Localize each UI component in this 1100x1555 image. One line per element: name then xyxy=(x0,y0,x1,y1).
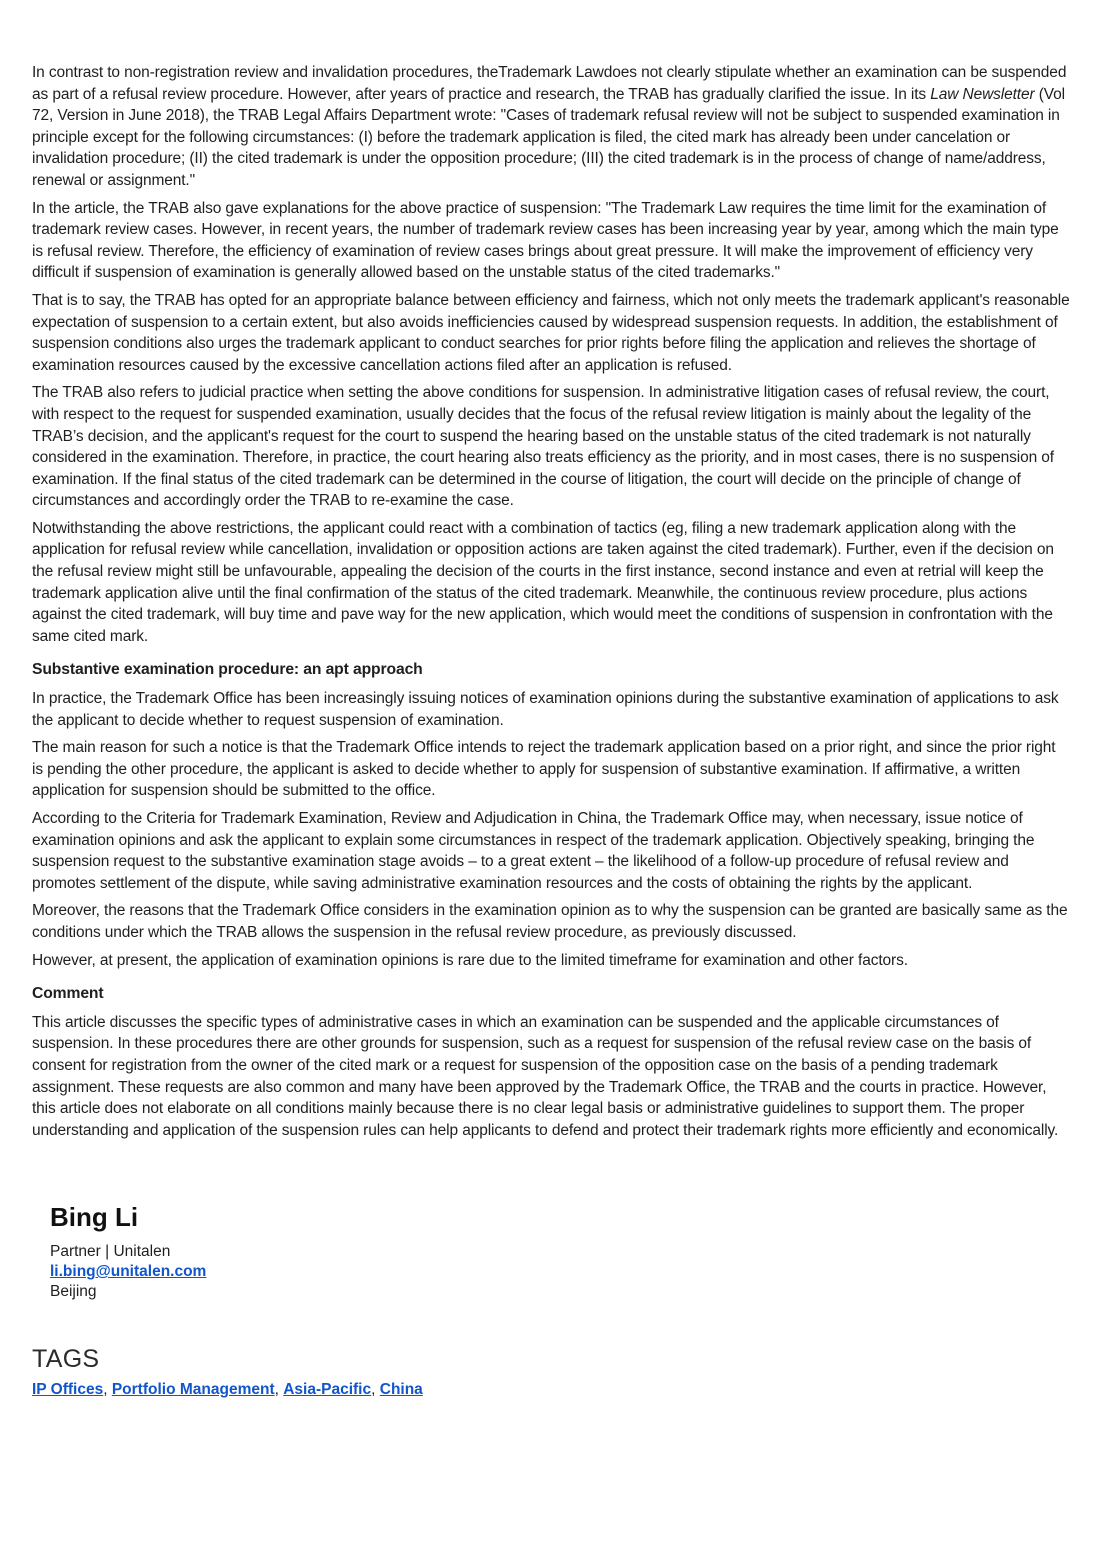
author-role: Partner | Unitalen xyxy=(50,1243,171,1261)
author-block xyxy=(50,1201,1070,1302)
tags-heading: TAGS xyxy=(32,1345,100,1374)
law-newsletter-italic: Law Newsletter xyxy=(930,85,1035,103)
tag-link-portfolio-management[interactable]: Portfolio Management xyxy=(111,1381,275,1399)
paragraph: This article discusses the specific types of administrative cases in which an examination can be suspended and the applicable circumstances of suspension. In these procedures there are other grounds for suspension, such as a request for suspension of the refusal review case on the basis of consent for registration from the owner of the cited mark or a request for suspension of the opposition case on the basis of a pending trademark assignment. These requests are also common and many have been approved by the Trademark Office, the TRAB and the courts in practice. However, this article does not elaborate on all conditions mainly because there is no clear legal basis or administrative guidelines to support them. The proper understanding and application of the suspension rules can help applicants to defend and protect their trademark rights more efficiently and economically. xyxy=(32,1013,1059,1139)
tags-links xyxy=(32,1379,1070,1400)
paragraph: However, at present, the application of examination opinions is rare due to the limited timeframe for examination and other factors. xyxy=(32,951,908,969)
author-name: Bing Li xyxy=(50,1202,139,1233)
paragraph-intro xyxy=(32,62,1070,192)
paragraph: Notwithstanding the above restrictions, the applicant could react with a combination of tactics (eg, filing a new trademark application along with the application for refusal review while cancellation, invalidation or opposition actions are taken against the cited trademark). Further, even if the decision on the refusal review might still be unfavourable, appealing the decision of the courts in the first instance, second instance and even at retrial will keep the trademark application alive until the final confirmation of the status of the cited trademark. Meanwhile, the continuous review procedure, plus actions against the cited trademark, will buy time and pave way for the new application, which would meet the conditions of suspension in confrontation with the same cited mark. xyxy=(32,519,1054,645)
paragraph: Moreover, the reasons that the Trademark Office considers in the examination opinion as to why the suspension can be granted are basically same as the conditions under which the TRAB allows the suspension in the refusal review procedure, as previously discussed. xyxy=(32,902,1068,941)
author-details xyxy=(50,1242,1070,1302)
subheading-substantive-examination: Substantive examination procedure: an apt approach xyxy=(32,661,423,679)
paragraph: In practice, the Trademark Office has been increasingly issuing notices of examination opinions during the substantive examination of applications to ask the applicant to decide whether to request suspension of examination. xyxy=(32,690,1059,729)
paragraph: According to the Criteria for Trademark Examination, Review and Adjudication in China, the Trademark Office may, when necessary, issue notice of examination opinions and ask the applicant to explain some circumstances in respect of the trademark application. Objectively speaking, bringing the suspension request to the substantive examination stage avoids – to a great extent – the likelihood of a follow-up procedure of refusal review and promotes settlement of the dispute, while saving administrative examination resources and the costs of obtaining the rights by the applicant. xyxy=(32,810,1035,892)
tag-link-china[interactable]: China xyxy=(379,1381,423,1399)
tag-separator: , xyxy=(371,1381,380,1399)
paragraph: The main reason for such a notice is that the Trademark Office intends to reject the trademark application based on a prior right, and since the prior right is pending the other procedure, the applicant is asked to decide whether to apply for suspension of substantive examination. If affirmative, a written application for suspension should be submitted to the office. xyxy=(32,739,1056,800)
paragraph: In the article, the TRAB also gave explanations for the above practice of suspension: "The Trademark Law requires the time limit for the examination of trademark review cases. However, in recent years, the number of trademark review cases has been increasing year by year, among which the main type is refusal review. Therefore, the efficiency of examination of review cases brings about great pressure. It will make the improvement of efficiency very difficult if suspension of examination is generally allowed based on the unstable status of the cited trademarks." xyxy=(32,199,1059,282)
tag-link-ip-offices[interactable]: IP Offices xyxy=(32,1381,104,1399)
tag-separator: , xyxy=(103,1381,112,1399)
tag-link-asia-pacific[interactable]: Asia-Pacific xyxy=(283,1381,372,1399)
author-email-link[interactable]: li.bing@unitalen.com xyxy=(50,1263,207,1281)
paragraph: The TRAB also refers to judicial practice when setting the above conditions for suspension. In administrative litigation cases of refusal review, the court, with respect to the request for suspended examination, usually decides that the focus of the refusal review litigation is mainly about the legality of the TRAB’s decision, and the applicant's request for the court to suspend the hearing based on the unstable status of the cited trademark is not naturally considered in the examination. Therefore, in practice, the court hearing also treats efficiency as the priority, and in most cases, there is no suspension of examination. If the final status of the cited trademark can be determined in the course of litigation, the court will decide on the principle of change of circumstances and accordingly order the TRAB to re-examine the case. xyxy=(32,384,1054,510)
intro-text-after: (Vol 72, Version in June 2018), the TRAB Legal Affairs Department wrote: "Cases of trademark refusal review will not be subject to suspended examination in principle except for the following circumstances: (I) before the trademark application is filed, the cited mark has already been under cancelation or invalidation procedure; (II) the cited trademark is under the opposition procedure; (III) the cited trademark is in the process of change of name/address, renewal or assignment." xyxy=(32,85,1065,189)
article-body xyxy=(32,62,1070,1141)
author-location: Beijing xyxy=(50,1283,97,1301)
tag-separator: , xyxy=(274,1381,284,1399)
subheading-comment: Comment xyxy=(32,985,104,1003)
intro-text-before: In contrast to non-registration review and invalidation procedures, theTrademark Lawdoes not clearly stipulate whether an examination can be suspended as part of a refusal review procedure. However, after years of practice and research, the TRAB has gradually clarified the issue. In its xyxy=(32,64,1067,103)
paragraph: That is to say, the TRAB has opted for an appropriate balance between efficiency and fairness, which not only meets the trademark applicant's reasonable expectation of suspension to a certain extent, but also avoids inefficiencies caused by widespread suspension requests. In addition, the establishment of suspension conditions also urges the trademark applicant to conduct searches for prior rights before filing the application and relieves the shortage of examination resources caused by the excessive cancellation actions filed after an application is refused. xyxy=(32,291,1070,374)
tags-section xyxy=(32,1344,1070,1400)
